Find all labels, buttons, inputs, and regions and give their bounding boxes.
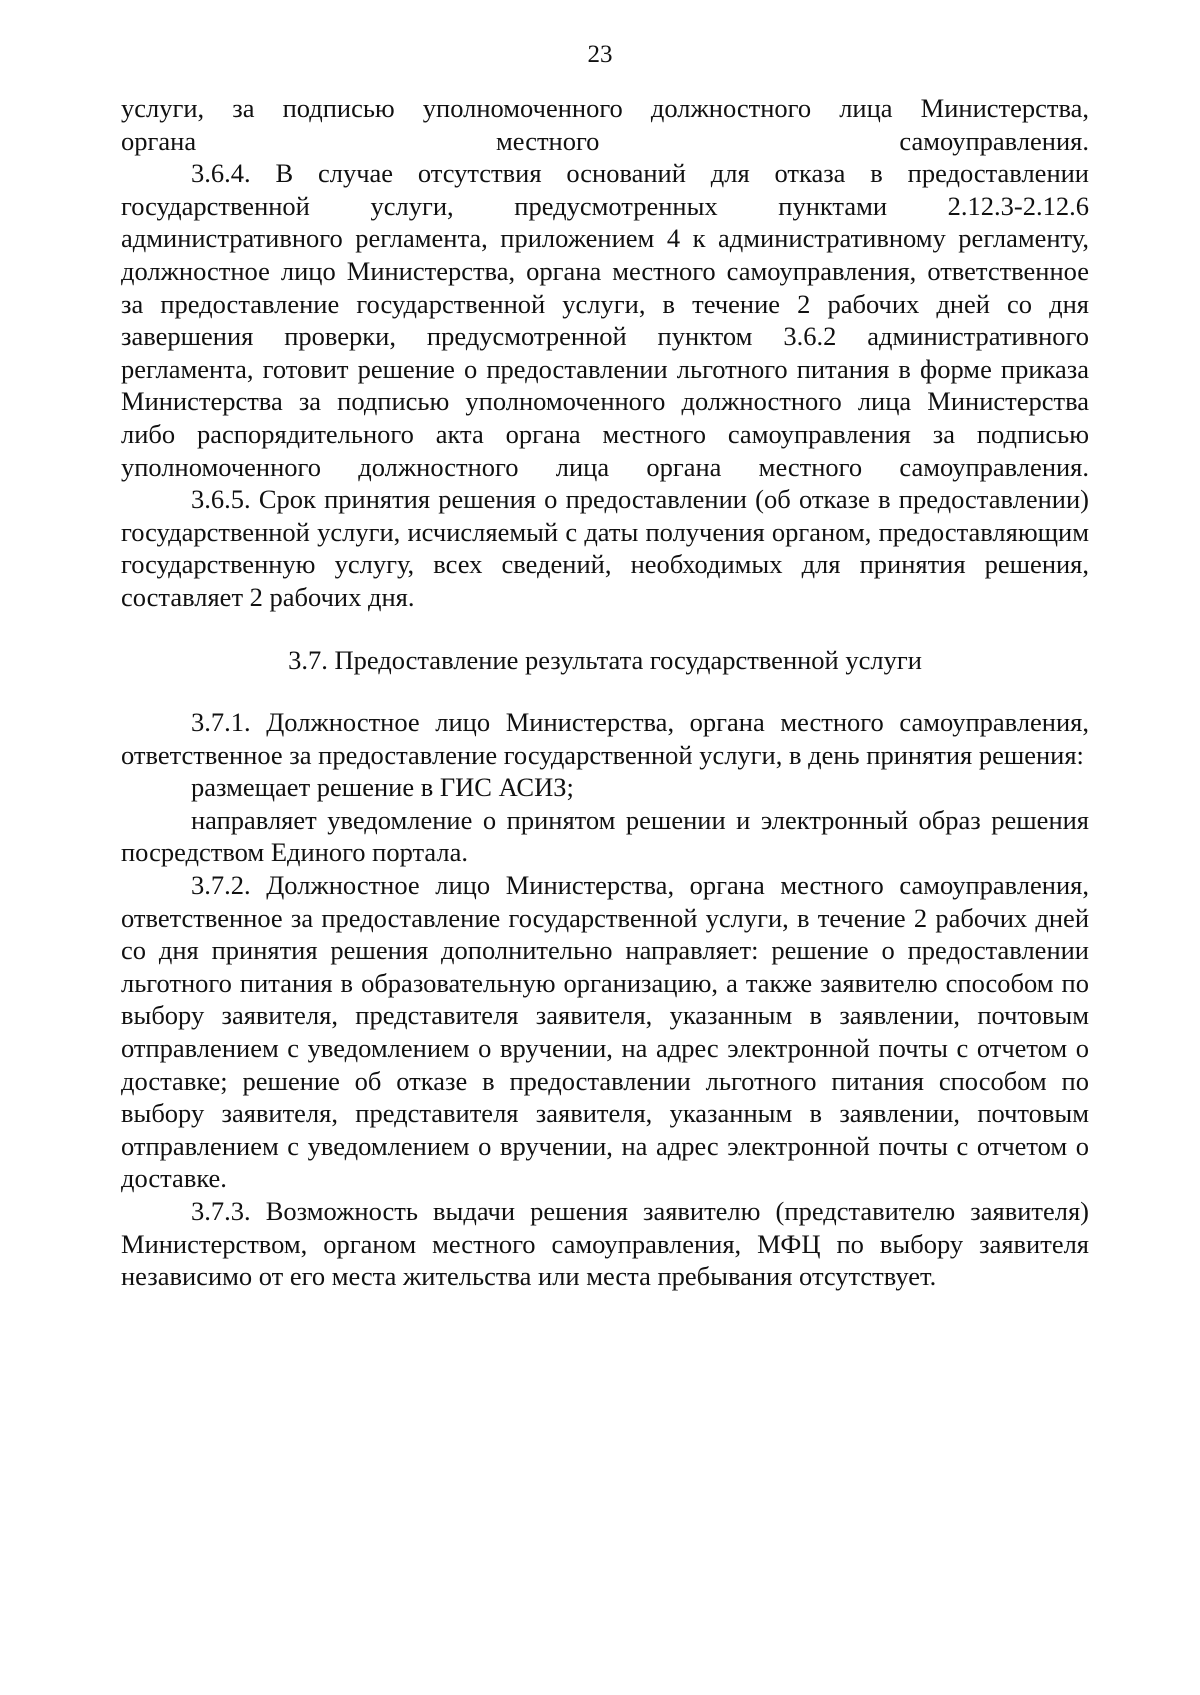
- paragraph: размещает решение в ГИС АСИЗ;: [191, 772, 574, 803]
- paragraph: 3.6.5. Срок принятия решения о предоставлении (об отказе в предоставлении) государственной услуги, исчисляемый с даты получения органом, предоставляющим государственную услугу, всех сведений, необходимых для принятия решения, составляет 2 рабочих дня.: [121, 484, 1089, 612]
- paragraph: услуги, за подписью уполномоченного должностного лица Министерства,: [121, 93, 1089, 123]
- paragraph: 3.7.2. Должностное лицо Министерства, органа местного самоуправления, ответственное за предоставление государственной услуги, в течение 2 рабочих дней со дня принятия решения дополнительно направляет: решение о предоставлении льготного питания в образовательную организацию, а также заявителю способом по выбору заявителя, представителя заявителя, указанным в заявлении, почтовым отправлением с уведомлением о вручении, на адрес электронной почты с отчетом о доставке; решение об отказе в предоставлении льготного питания способом по выбору заявителя, представителя заявителя, указанным в заявлении, почтовым отправлением с уведомлением о вручении, на адрес электронной почты с отчетом о доставке.: [121, 870, 1089, 1194]
- page-number: 23: [587, 41, 613, 68]
- paragraph: 3.7.3. Возможность выдачи решения заявителю (представителю заявителя) Министерством, органом местного самоуправления, МФЦ по выбору заявителя независимо от его места жительства или места пребывания отсутствует.: [121, 1196, 1089, 1292]
- section-heading: 3.7. Предоставление результата государственной услуги: [288, 644, 922, 675]
- paragraph: направляет уведомление о принятом решении и электронный образ решения посредством Единого портала.: [121, 804, 1089, 868]
- paragraph: 3.6.4. В случае отсутствия оснований для отказа в предоставлении государственной услуги, предусмотренных пунктами 2.12.3-2.12.6 административного регламента, приложением 4 к административному регламенту, должностное лицо Министерства, органа местного самоуправления, ответственное за предоставление государственной услуги, в течение 2 рабочих дней со дня завершения проверки, предусмотренной пунктом 3.6.2 административного регламента, готовит решение о предоставлении льготного питания в форме приказа Министерства за подписью уполномоченного должностного лица Министерства либо распорядительного акта органа местного самоуправления за подписью уполномоченного должностного лица органа местного самоуправления.: [121, 158, 1089, 482]
- document-body: [121, 92, 1089, 1293]
- paragraph: органа местного самоуправления.: [121, 125, 1089, 156]
- paragraph: 3.7.1. Должностное лицо Министерства, органа местного самоуправления, ответственное за предоставление государственной услуги, в день принятия решения:: [121, 707, 1089, 770]
